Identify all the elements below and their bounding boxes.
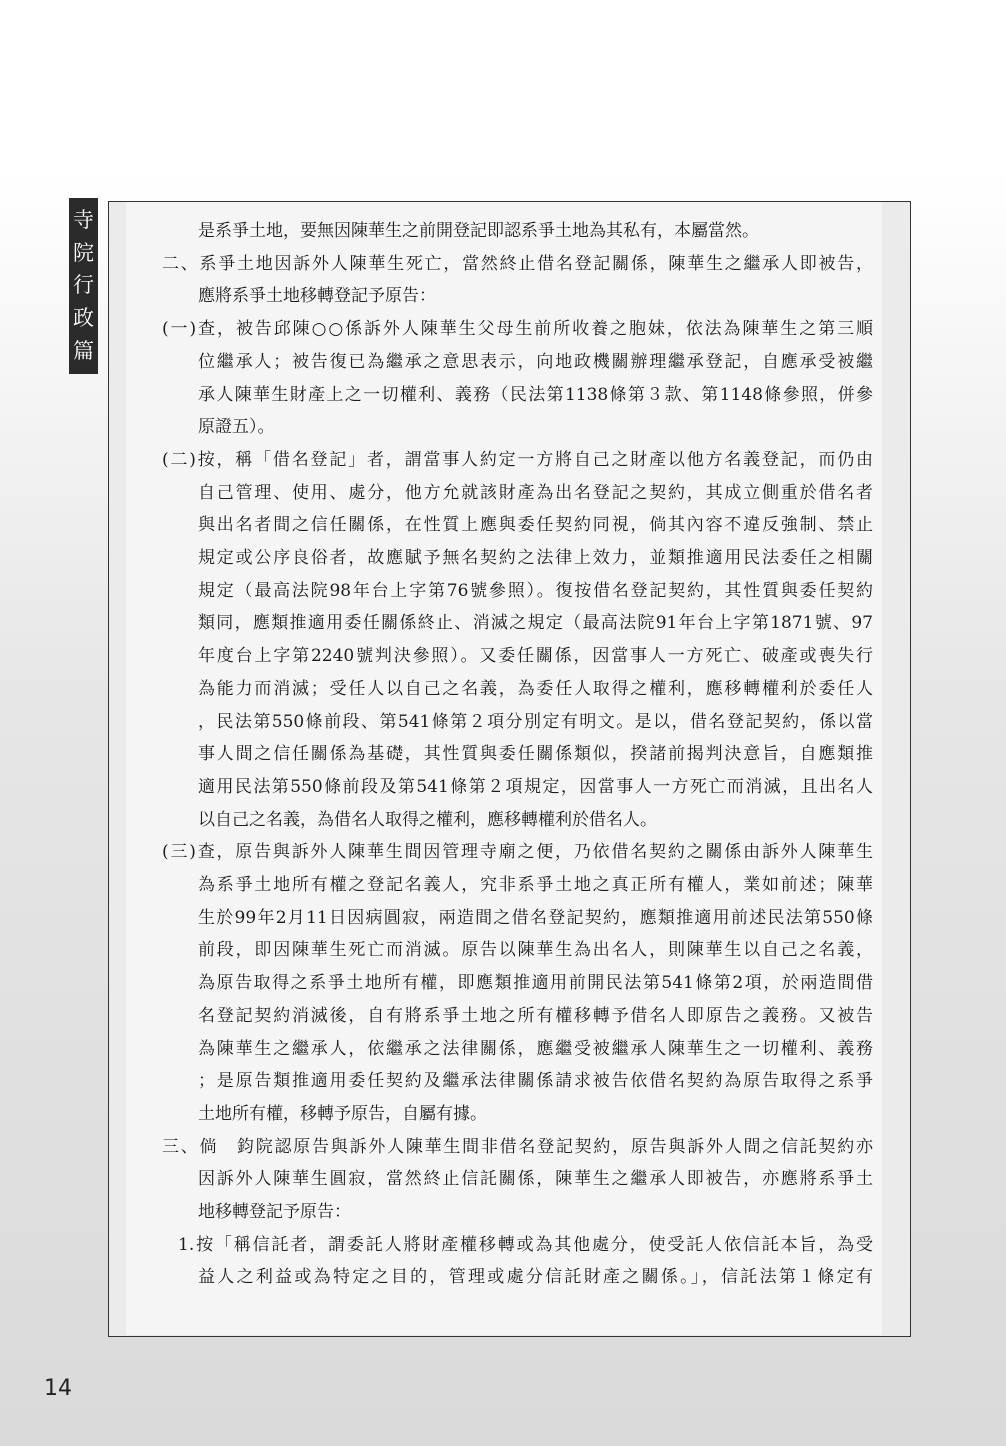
text-line: 名登記契約消滅後，自有將系爭土地之所有權移轉予借名人即原告之義務。又被告 (198, 1005, 873, 1026)
text-line: 年度台上字第2240號判決參照）。又委任關係，因當事人一方死亡、破產或喪失行 (198, 646, 873, 667)
text-line: 前段，即因陳華生死亡而消滅。原告以陳華生為出名人，則陳華生以自己之名義， (198, 940, 873, 961)
text-line: ；是原告類推適用委任契約及繼承法律關係請求被告依借名契約為原告取得之系爭 (198, 1071, 873, 1092)
text-line: 益人之利益或為特定之目的，管理或處分信託財產之關係。」，信託法第１條定有 (198, 1267, 873, 1288)
text-line: 以自己之名義，為借名人取得之權利，應移轉權利於借名人。 (198, 809, 657, 830)
text-line: 地移轉登記予原告： (198, 1202, 351, 1222)
text-line: 生於99年2月11日因病圓寂，兩造間之借名登記契約，應類推適用前述民法第550條 (198, 907, 873, 928)
text-line: 為原告取得之系爭土地所有權，即應類推適用前開民法第541條第2項，於兩造間借 (198, 973, 873, 994)
text-line: 適用民法第550條前段及第541條第２項規定，因當事人一方死亡而消滅，且出名人 (198, 776, 873, 797)
text-line: 規定或公序良俗者，故應賦予無名契約之法律上效力，並類推適用民法委任之相關 (198, 548, 873, 568)
text-line: 原證五）。 (198, 417, 275, 438)
text-line: (二)按，稱「借名登記」者，謂當事人約定一方將自己之財產以他方名義登記，而仍由 (162, 449, 873, 470)
text-line: 類同，應類推適用委任關係終止、消滅之規定（最高法院91年台上字第1871號、97 (198, 613, 873, 634)
text-line: 應將系爭土地移轉登記予原告： (198, 286, 436, 307)
section-tab-char: 政 (73, 306, 94, 331)
section-tab-char: 院 (73, 240, 94, 265)
text-line: 位繼承人；被告復已為繼承之意思表示，向地政機關辦理繼承登記，自應承受被繼 (198, 351, 873, 372)
text-line: ，民法第550條前段、第541條第２項分別定有明文。是以，借名登記契約，係以當 (198, 711, 873, 732)
text-line: 是系爭土地，要無因陳華生之前開登記即認系爭土地為其私有，本屬當然。 (198, 221, 759, 241)
text-line: 與出名者間之信任關係，在性質上應與委任契約同視，倘其內容不違反強制、禁止 (198, 515, 873, 536)
section-tab-char: 寺 (73, 207, 94, 232)
text-line: 因訴外人陳華生圓寂，當然終止信託關係，陳華生之繼承人即被告，亦應將系爭土 (198, 1169, 873, 1190)
text-line: 二、系爭土地因訴外人陳華生死亡，當然終止借名登記關係，陳華生之繼承人即被告， (162, 253, 873, 274)
text-line: 為陳華生之繼承人，依繼承之法律關係，應繼受被繼承人陳華生之一切權利、義務 (198, 1038, 873, 1059)
section-tab (69, 198, 98, 374)
text-line: (一)查，被告邱陳○○係訴外人陳華生父母生前所收養之胞妹，依法為陳華生之第三順 (162, 319, 873, 340)
text-line: 三、倘 鈞院認原告與訴外人陳華生間非借名登記契約，原告與訴外人間之信託契約亦 (162, 1136, 873, 1157)
page-number: 14 (44, 1376, 72, 1401)
text-line: 自己管理、使用、處分，他方允就該財產為出名登記之契約，其成立側重於借名者 (198, 482, 873, 503)
text-line: 為能力而消滅；受任人以自己之名義，為委任人取得之權利，應移轉權利於委任人 (198, 678, 873, 699)
text-line: 事人間之信任關係為基礎，其性質與委任關係類似，揆諸前揭判決意旨，自應類推 (198, 744, 873, 765)
text-line: 為系爭土地所有權之登記名義人，究非系爭土地之真正所有權人，業如前述；陳華 (198, 875, 873, 895)
text-line: 1.按「稱信託者，謂委託人將財產權移轉或為其他處分，使受託人依信託本旨，為受 (178, 1234, 873, 1255)
text-line: 土地所有權，移轉予原告，自屬有據。 (198, 1103, 487, 1124)
text-line: 規定（最高法院98年台上字第76號參照）。復按借名登記契約，其性質與委任契約 (198, 580, 873, 601)
section-tab-char: 篇 (73, 339, 94, 364)
text-line: (三)查，原告與訴外人陳華生間因管理寺廟之便，乃依借名契約之關係由訴外人陳華生 (162, 842, 873, 863)
text-line: 承人陳華生財產上之一切權利、義務（民法第1138條第３款、第1148條參照，併參 (198, 384, 873, 405)
section-tab-char: 行 (73, 273, 94, 298)
